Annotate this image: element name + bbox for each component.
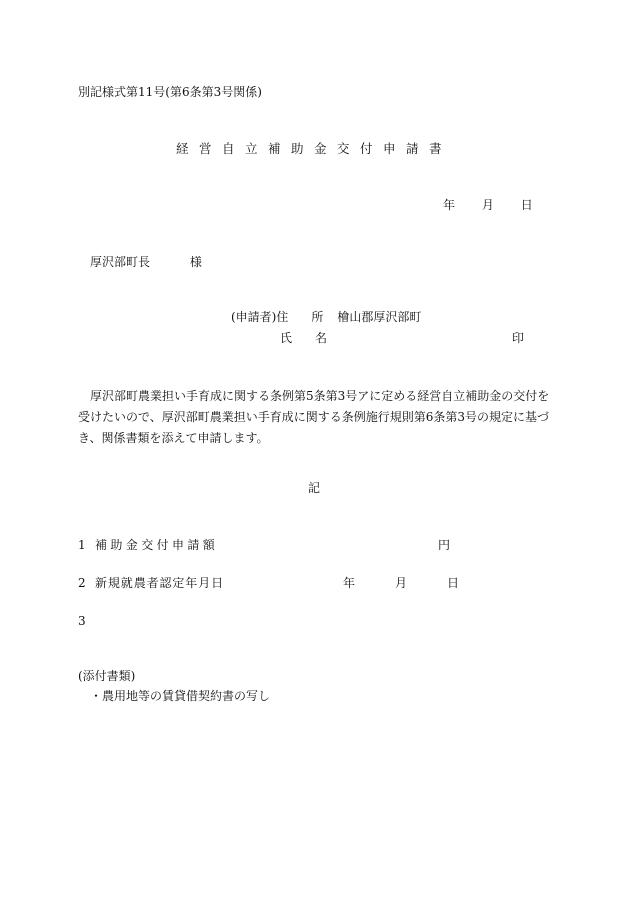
addressee-name: 厚沢部町長 [90, 255, 151, 269]
item-number: 3 [78, 614, 86, 628]
application-date [443, 199, 533, 211]
applicant-name-line [280, 332, 327, 344]
applicant-role: (申請者) [231, 310, 277, 324]
name-label-2: 名 [315, 331, 328, 345]
ki-heading: 記 [308, 481, 321, 495]
item-subsidy-amount [78, 539, 218, 551]
cert-month-unit: 月 [395, 576, 408, 590]
cert-year-unit: 年 [343, 576, 356, 590]
date-day-unit: 日 [520, 198, 533, 212]
item-number: 2 [78, 576, 86, 590]
date-month-unit: 月 [481, 198, 494, 212]
address-label-2: 所 [311, 310, 324, 324]
document-title: 経営自立補助金交付申請書 [176, 141, 453, 156]
item-certification-date-units [343, 577, 459, 589]
application-body-text: 厚沢部町農業担い手育成に関する条例第5条第3号アに定める経営自立補助金の交付を受けたいので、厚沢部町農業担い手育成に関する条例施行規則第6条第3号の規定に基づき、関係書類を添えて申請します。 [78, 389, 550, 445]
form-number: 別記様式第11号(第6条第3号関係) [78, 85, 262, 99]
addressee-honorific: 様 [189, 255, 202, 269]
attachment-item: ・農用地等の賃貸借契約書の写し [90, 689, 271, 703]
item-certification-date [78, 577, 224, 589]
addressee [90, 256, 202, 268]
cert-day-unit: 日 [447, 576, 460, 590]
item-amount-unit: 円 [438, 538, 451, 552]
seal-mark: 印 [512, 331, 525, 345]
date-year-unit: 年 [443, 198, 456, 212]
item-label: 新規就農者認定年月日 [95, 576, 225, 590]
name-label-1: 氏 [280, 331, 293, 345]
address-label-1: 住 [276, 310, 289, 324]
item-label: 補助金交付申請額 [95, 538, 219, 552]
item-number: 1 [78, 538, 86, 552]
applicant-address: 檜山郡厚沢部町 [337, 310, 422, 324]
applicant-address-line [231, 311, 421, 323]
item-3 [78, 615, 86, 627]
attachments-heading: (添付書類) [78, 669, 136, 683]
